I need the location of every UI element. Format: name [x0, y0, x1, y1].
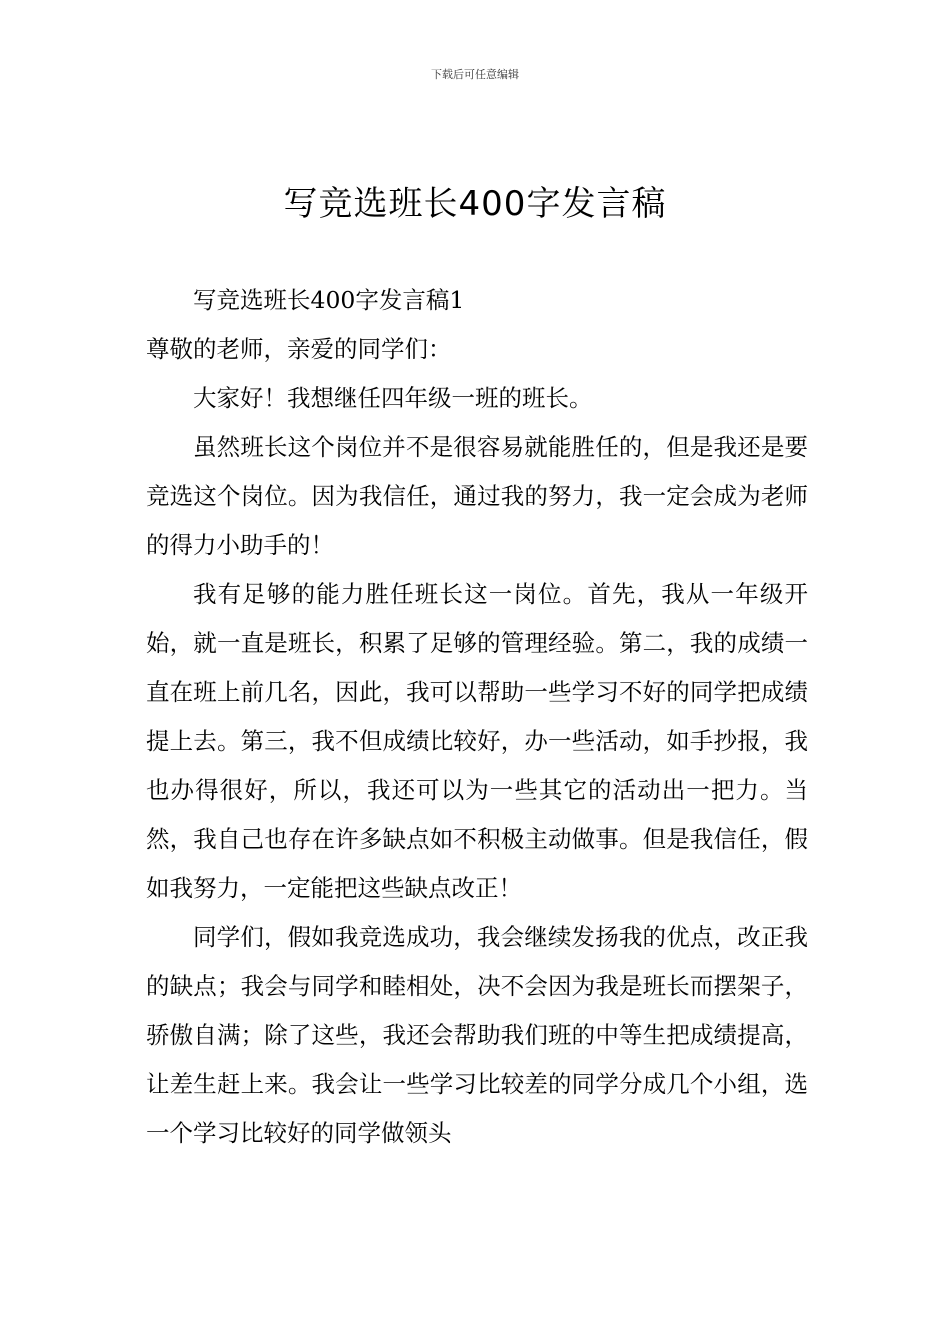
section-subtitle: 写竞选班长400字发言稿1 [193, 286, 465, 314]
header-note: 下载后可任意编辑 [431, 68, 519, 81]
salutation: 尊敬的老师，亲爱的同学们： [146, 335, 452, 363]
paragraph-qualifications: 我有足够的能力胜任班长这一岗位。首先，我从一年级开始，就一直是班长，积累了足够的管理经验。第二，我的成绩一直在班上前几名，因此，我可以帮助一些学习不好的同学把成绩提上去。第三，我不但成绩比较好，办一些活动，如手抄报，我也办得很好，所以，我还可以为一些其它的活动出一把力。当然，我自己也存在许多缺点如不积极主动做事。但是我信任，假如我努力，一定能把这些缺点改正！ [146, 580, 808, 902]
document-title: 写竞选班长400字发言稿 [283, 184, 667, 224]
paragraph-promises: 同学们，假如我竞选成功，我会继续发扬我的优点，改正我的缺点；我会与同学和睦相处，决不会因为我是班长而摆架子，骄傲自满；除了这些，我还会帮助我们班的中等生把成绩提高，让差生赶上来。我会让一些学习比较差的同学分成几个小组，选一个学习比较好的同学做领头 [146, 923, 808, 1147]
paragraph-greeting: 大家好！我想继任四年级一班的班长。 [193, 384, 593, 412]
paragraph-intent: 虽然班长这个岗位并不是很容易就能胜任的，但是我还是要竞选这个岗位。因为我信任，通过我的努力，我一定会成为老师的得力小助手的！ [146, 433, 808, 559]
document-body [146, 276, 808, 1158]
